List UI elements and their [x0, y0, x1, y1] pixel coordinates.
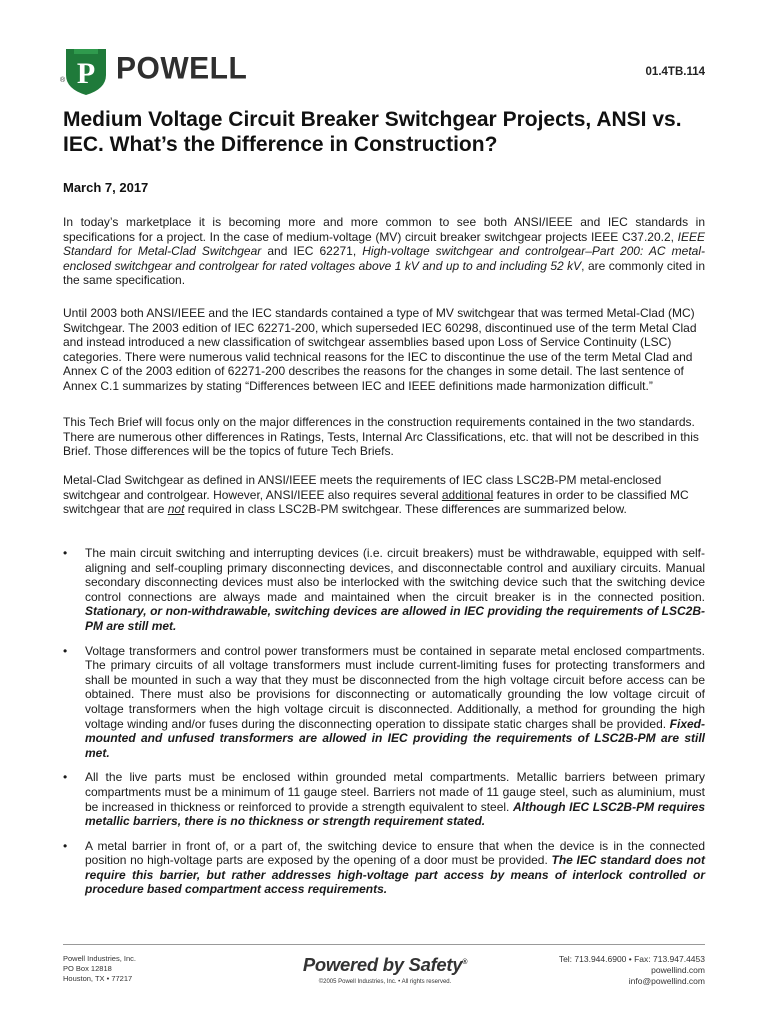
- differences-not: not: [167, 502, 185, 517]
- footer-website-link[interactable]: powellind.com: [651, 965, 705, 975]
- intro-text-1: In today’s marketplace it is becoming more and more common to see both ANSI/IEEE and IEC standards in specifications for a project. In the case of medium-voltage (MV) circuit breaker switchgear projects IEEE C37.20.2,: [63, 215, 705, 244]
- document-code: 01.4TB.114: [645, 66, 705, 78]
- bullet-marker: •: [63, 643, 68, 658]
- intro-ieee-standard-title: IEEE Standard for Metal-Clad Switchgear: [63, 229, 705, 259]
- differences-additional: additional: [441, 487, 494, 502]
- bullet-marker: •: [63, 770, 68, 785]
- bullet-emphasis: Fixed-mounted and unfused transformers are allowed in IEC providing the requirements of LSC2B-PM are still met.: [85, 716, 705, 760]
- slogan-text: Powered by Safety: [302, 954, 463, 975]
- paragraph-differences: [63, 473, 705, 517]
- powell-shield-icon: [60, 45, 112, 97]
- bullet-emphasis: The IEC standard does not require this barrier, but rather addresses high-voltage part access by means of interlock controlled or procedure based compartment access requirements.: [85, 853, 706, 897]
- intro-text-3: , are commonly cited in the same specification.: [63, 258, 705, 288]
- bullet-emphasis: Although IEC LSC2B-PM requires metallic barriers, there is no thickness or strength requirement stated.: [85, 799, 705, 829]
- footer-city: Houston, TX • 77217: [63, 974, 133, 983]
- list-item: [63, 546, 705, 634]
- differences-list: [63, 546, 705, 897]
- paragraph-scope: This Tech Brief will focus only on the major differences in the construction requirements contained in the two standards. There are numerous other differences in Ratings, Tests, Internal Arc Classifications, etc. that will not be described in this Brief. Those differences will be the topics of future Tech Briefs.: [63, 415, 699, 459]
- bullet-text: A metal barrier in front of, or a part of, the switching device to ensure that when the device is in the connected position no high-voltage parts are exposed by the opening of a door must be provided.: [85, 838, 705, 868]
- logo-registered-mark: ®: [60, 77, 66, 84]
- bullet-text: Voltage transformers and control power transformers must be contained in separate metal enclosed compartments. The primary circuits of all voltage transformers must include current-limiting fuses for protecting transformers and shall be mounted in such a way that they must be disconnected from the high voltage circuit before access can be obtained. There must also be provisions for disconnecting or automatically grounding the low voltage circuit of voltage transformers when the high voltage circuit is disconnected. Additionally, a method for grounding the high voltage winding and/or fuses during the disconnecting operation to dissipate static charges shall be provided.: [85, 643, 705, 731]
- footer-copyright: ©2005 Powell Industries, Inc. • All rights reserved.: [318, 979, 452, 985]
- differences-text-2: features in order to be classified MC switchgear that are: [63, 487, 689, 517]
- logo-wordmark: POWELL: [116, 51, 248, 86]
- list-item: [63, 839, 705, 897]
- paragraph-history: Until 2003 both ANSI/IEEE and the IEC standards contained a type of MV switchgear that was termed Metal-Clad (MC) Switchgear. The 2003 edition of IEC 62271-200, which superseded IEC 60298, discontinued use of the term Metal Clad and instead introduced a new classification of switchgear assemblies based upon Loss of Service Continuity (LSC) categories. There were numerous valid technical reasons for the IEC to discontinue the use of the term Metal Clad and Annex C of the 2003 edition of 62271-200 describes the reasons for the changes in some detail. The last sentence of Annex C.1 summarizes by stating “Differences between IEC and IEEE definitions made harmonization difficult.”: [63, 306, 697, 393]
- footer-address: [63, 954, 136, 984]
- list-item: [63, 644, 705, 761]
- footer-po-box: PO Box 12818: [63, 964, 112, 973]
- bullet-text: The main circuit switching and interrupting devices (i.e. circuit breakers) must be withdrawable, equipped with self-aligning and self-coupling primary disconnecting devices, and disconnectable control and auxiliary circuits. Manual secondary disconnecting devices must also be interlocked with the switching device such that the switching device control connections are always made and maintained when the circuit breaker is in the connected position.: [85, 546, 705, 604]
- powell-logo: [60, 45, 248, 95]
- document-date: March 7, 2017: [63, 180, 149, 195]
- footer-email-link[interactable]: info@powellind.com: [628, 976, 705, 986]
- differences-text-3: required in class LSC2B-PM switchgear. These differences are summarized below.: [184, 502, 627, 517]
- bullet-emphasis: Stationary, or non-withdrawable, switching devices are allowed in IEC providing the requirements of LSC2B-PM are still met.: [85, 604, 705, 633]
- document-title: Medium Voltage Circuit Breaker Switchgear Projects, ANSI vs. IEC. What’s the Difference in Construction?: [63, 108, 682, 156]
- footer-slogan: [300, 954, 470, 976]
- bullet-marker: •: [63, 838, 68, 853]
- footer-phone-fax: Tel: 713.944.6900 • Fax: 713.947.4453: [558, 954, 705, 964]
- intro-iec-standard-title: High-voltage switchgear and controlgear–Part 200: AC metal-enclosed switchgear and controlgear for rated voltages above 1 kV and up to and including 52 kV: [63, 244, 705, 273]
- footer-divider: [63, 944, 705, 945]
- svg-text:P: P: [76, 57, 96, 90]
- paragraph-intro: [63, 215, 705, 288]
- footer-branding: [300, 954, 470, 985]
- list-item: [63, 770, 705, 828]
- footer-company: Powell Industries, Inc.: [63, 954, 136, 963]
- differences-text-1: Metal-Clad Switchgear as defined in ANSI/IEEE meets the requirements of IEC class LSC2B-PM metal-enclosed switchgear and controlgear. However, ANSI/IEEE also requires several: [63, 473, 662, 502]
- slogan-registered-mark: ®: [462, 958, 468, 966]
- bullet-marker: •: [63, 546, 68, 560]
- intro-text-2: and IEC 62271,: [261, 244, 363, 259]
- footer-contact: [559, 954, 705, 987]
- bullet-text: All the live parts must be enclosed within grounded metal compartments. Metallic barriers between primary compartments must be a minimum of 11 gauge steel. Barriers not made of 11 gauge steel, such as aluminium, must be increased in thickness or reinforced to provide a strength equivalent to steel.: [85, 770, 705, 814]
